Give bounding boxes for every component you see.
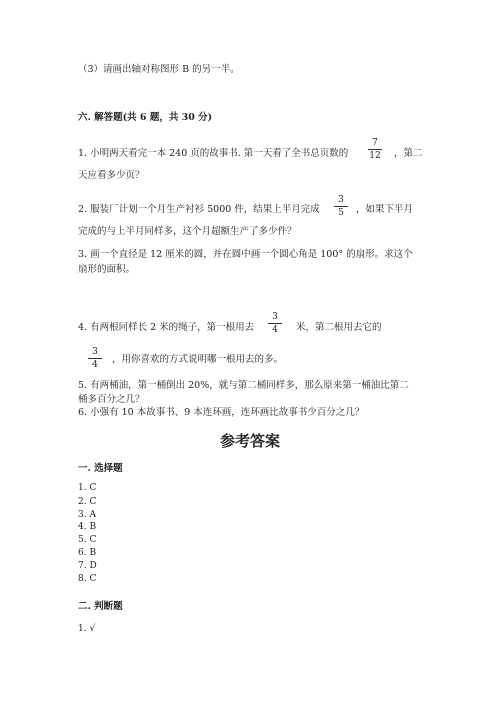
q1-fraction xyxy=(368,138,382,161)
answer-item: 2. C xyxy=(78,497,97,507)
answers-title: 参考答案 xyxy=(219,432,280,450)
answer-item: 7. D xyxy=(78,561,97,571)
answer-item: 3. A xyxy=(78,510,96,520)
q3-text-a: 3. 画一个直径是 12 厘米的圆，并在圆中画一个圆心角是 100° 的扇形。求这个 xyxy=(78,249,413,260)
q1-frac-num: 7 xyxy=(372,138,378,148)
q2-text-a: 2. 服装厂计划一个月生产衬衫 5000 件，结果上半月完成 xyxy=(78,204,320,215)
q4-frac2-den: 4 xyxy=(92,360,98,370)
answer-item: 6. B xyxy=(78,548,97,558)
answer-item: 1. C xyxy=(78,483,97,493)
q2-fraction xyxy=(334,195,348,218)
q4-text-b: 米，第二根用去它的 xyxy=(296,322,382,333)
q2-text-c: 完成的与上半月同样多，这个月超额生产了多少件？ xyxy=(78,226,297,237)
q1-text-b: ，第二 xyxy=(394,148,423,159)
answer-item: 1. √ xyxy=(78,624,96,634)
q1-text-c: 天应看多少页？ xyxy=(78,170,145,181)
q5-text-b: 桶多百分之几？ xyxy=(78,394,145,405)
q1-frac-den: 12 xyxy=(369,151,381,161)
question-part-3: （3）请画出轴对称图形 B 的另一半。 xyxy=(78,64,240,75)
q3-text-b: 扇形的面积。 xyxy=(78,264,136,275)
question-6: 6. 小强有 10 本故事书、9 本连环画，连环画比故事书少百分之几？ xyxy=(78,407,365,418)
q4-text-a: 4. 有两根同样长 2 米的绳子，第一根用去 xyxy=(78,322,255,333)
answer-item: 4. B xyxy=(78,522,97,532)
answer-item: 8. C xyxy=(78,574,97,584)
q2-text-b: ，如果下半月 xyxy=(356,204,414,215)
section-6-heading: 六. 解答题(共 6 题，共 30 分) xyxy=(78,112,213,123)
q4-frac1-den: 4 xyxy=(272,325,278,335)
q4-fraction-2 xyxy=(88,347,102,370)
q4-text-c: ，用你喜欢的方式说明哪一根用去的多。 xyxy=(112,354,284,365)
answers-section-1-heading: 一. 选择题 xyxy=(78,463,123,474)
q4-frac1-num: 3 xyxy=(272,312,278,322)
q4-fraction-1 xyxy=(268,312,282,335)
answer-item: 5. C xyxy=(78,535,97,545)
q2-frac-num: 3 xyxy=(338,195,344,205)
q1-text-a: 1. 小明两天看完一本 240 页的故事书. 第一天看了全书总页数的 xyxy=(78,148,349,159)
q2-frac-den: 5 xyxy=(338,208,344,218)
answers-section-2-heading: 二. 判断题 xyxy=(78,601,123,612)
q4-frac2-num: 3 xyxy=(92,347,98,357)
q5-text-a: 5. 有两桶油，第一桶倒出 20%，就与第二桶同样多，那么原来第一桶油比第二 xyxy=(78,380,409,391)
